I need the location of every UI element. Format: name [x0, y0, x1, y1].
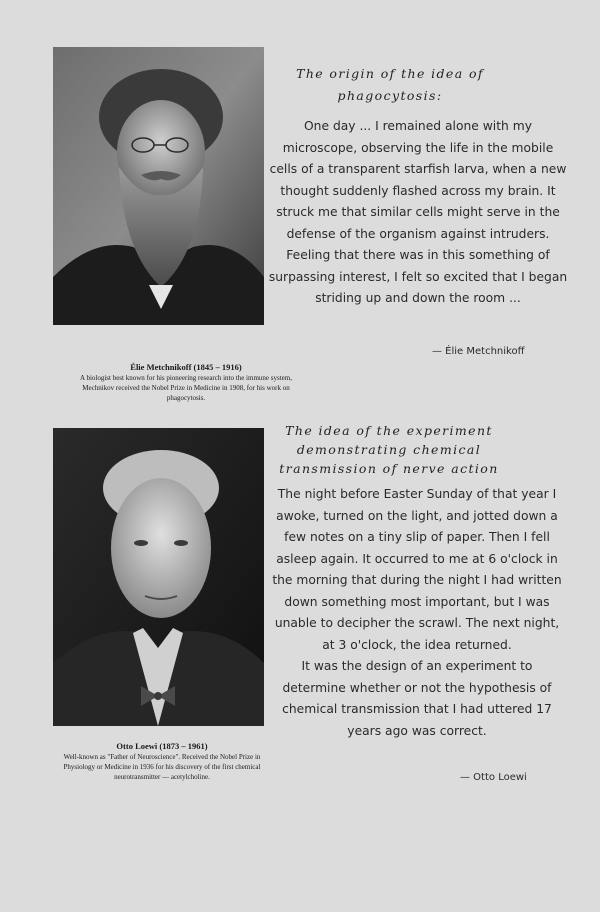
caption-2-description: Well-known as "Father of Neuroscience". Received the Nobel Prize in Physiology or Medicine in 1936 for his discovery of the first chemical neurotransmitter — acetylcholine.: [63, 753, 261, 781]
caption-1-name: Élie Metchnikoff (1845 – 1916): [130, 362, 242, 372]
metchnikoff-caption: [66, 362, 306, 403]
quote-2-paragraph-2: It was the design of an experiment to determine whether or not the hypothesis of chemical transmission that I had uttered 17 years ago was correct.: [282, 659, 552, 738]
quote-2-body: [268, 484, 566, 742]
quote-1-body: One day ... I remained alone with my microscope, observing the life in the mobile cells of a transparent starfish larva, when a new thought suddenly flashed across my brain. It struck me that similar cells might serve in the defense of the organism against intruders. Feeling that there was in this something of surpassing interest, I felt so excited that I began striding up and down the room ...: [268, 119, 568, 305]
quote-2-title: The idea of the experiment demonstrating chemical transmission of nerve action: [279, 423, 499, 476]
caption-1-description: A biologist best known for his pioneering research into the immune system, Mechnikov received the Nobel Prize in Medicine in 1908, for his work on phagocytosis.: [80, 374, 292, 402]
quote-2-paragraph-1: The night before Easter Sunday of that year I awoke, turned on the light, and jotted down a few notes on a tiny slip of paper. Then I fell asleep again. It occurred to me at 6 o'clock in the morning that during the night I had written down something most important, but I was unable to decipher the scrawl. The next night, at 3 o'clock, the idea returned.: [272, 487, 562, 652]
loewi-portrait: [53, 428, 264, 726]
quote-1-title: The origin of the idea of phagocytosis:: [296, 66, 484, 103]
loewi-caption: [53, 741, 271, 782]
metchnikoff-portrait: [53, 47, 264, 325]
caption-2-name: Otto Loewi (1873 – 1961): [116, 741, 208, 751]
quote-1-attribution: — Élie Metchnikoff: [432, 346, 525, 357]
quote-2-attribution: — Otto Loewi: [460, 772, 527, 783]
